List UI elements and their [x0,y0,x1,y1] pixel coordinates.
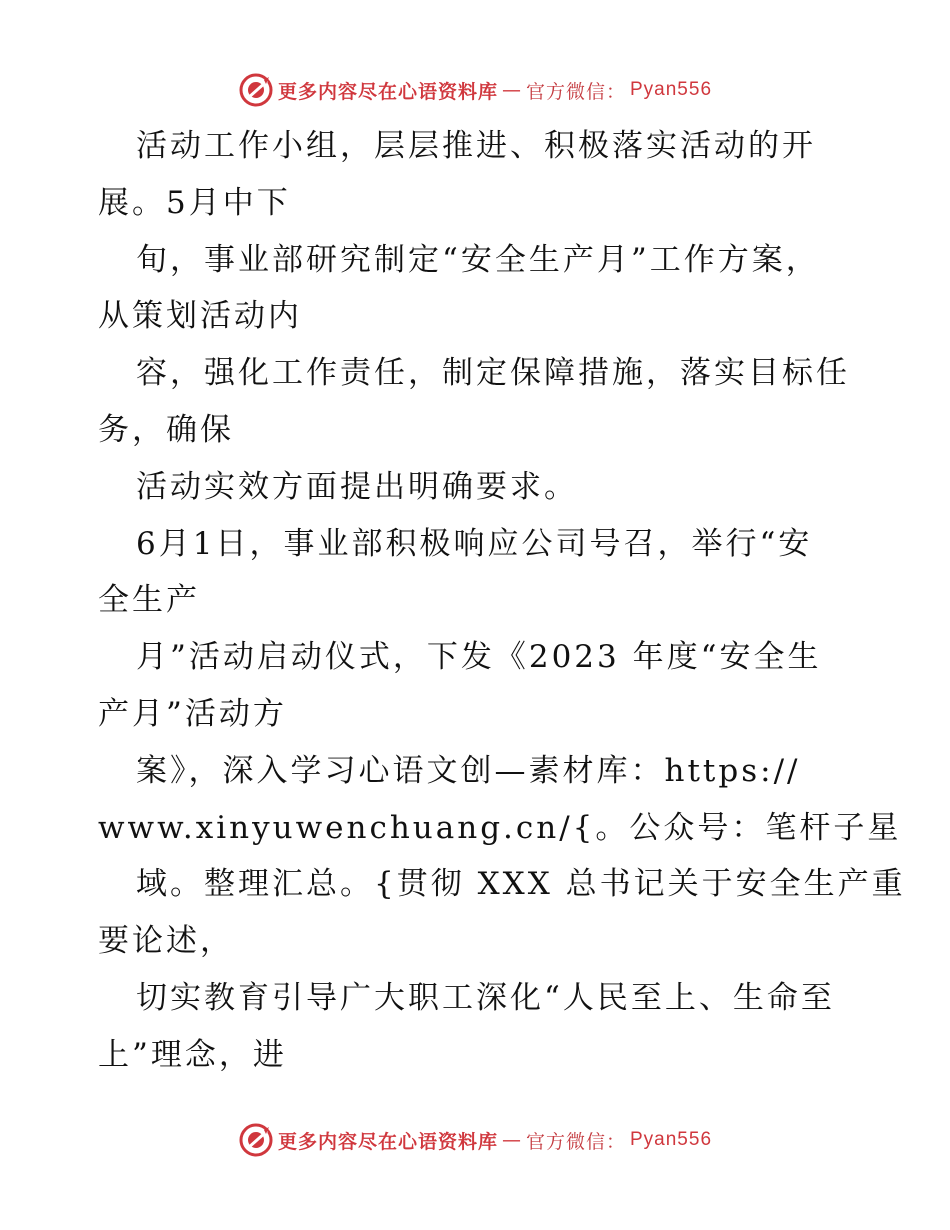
text-line: 活动实效方面提出明确要求。 [136,468,578,505]
text-line: 产月”活动方 [98,695,287,732]
text-line: 6月1日，事业部积极响应公司号召，举行“安 [136,525,813,562]
text-line: 要论述， [98,923,234,960]
brand-logo-icon [238,72,274,108]
text-line: 切实教育引导广大职工深化“人民至上、生命至 [136,979,835,1016]
banner-official-label: 官方微信： [525,80,626,103]
text-line: 域。整理汇总。{贯彻 XXX 总书记关于安全生产重 [136,866,906,903]
footer-banner [0,1120,950,1160]
banner-title: 更多内容尽在心语资料库 [277,1130,498,1153]
text-line: 展。5月中下 [98,184,291,221]
banner-wechat-id: Pyan556 [630,1129,713,1150]
banner-official-label: 官方微信： [525,1130,626,1153]
text-line: 月”活动启动仪式，下发《2023 年度“安全生 [136,639,822,676]
banner-separator: — [501,79,522,101]
text-line: 务，确保 [98,411,234,448]
text-line: 活动工作小组，层层推进、积极落实活动的开 [136,128,816,164]
header-banner [0,70,950,110]
text-line: www.xinyuwenchuang.cn/{。公众号：笔杆子星 [98,809,902,846]
document-body [98,118,906,1084]
banner-wechat-id: Pyan556 [630,79,713,100]
text-line: 容，强化工作责任，制定保障措施，落实目标任 [136,355,850,392]
text-line: 从策划活动内 [98,298,302,335]
banner-title: 更多内容尽在心语资料库 [277,80,498,103]
text-line: 上”理念，进 [98,1036,287,1073]
text-line: 案》，深入学习心语文创—素材库：https:// [136,752,801,789]
text-line: 旬，事业部研究制定“安全生产月”工作方案， [136,241,820,278]
text-line: 全生产 [98,582,200,619]
banner-separator: — [501,1129,522,1151]
brand-logo-icon [238,1122,274,1158]
